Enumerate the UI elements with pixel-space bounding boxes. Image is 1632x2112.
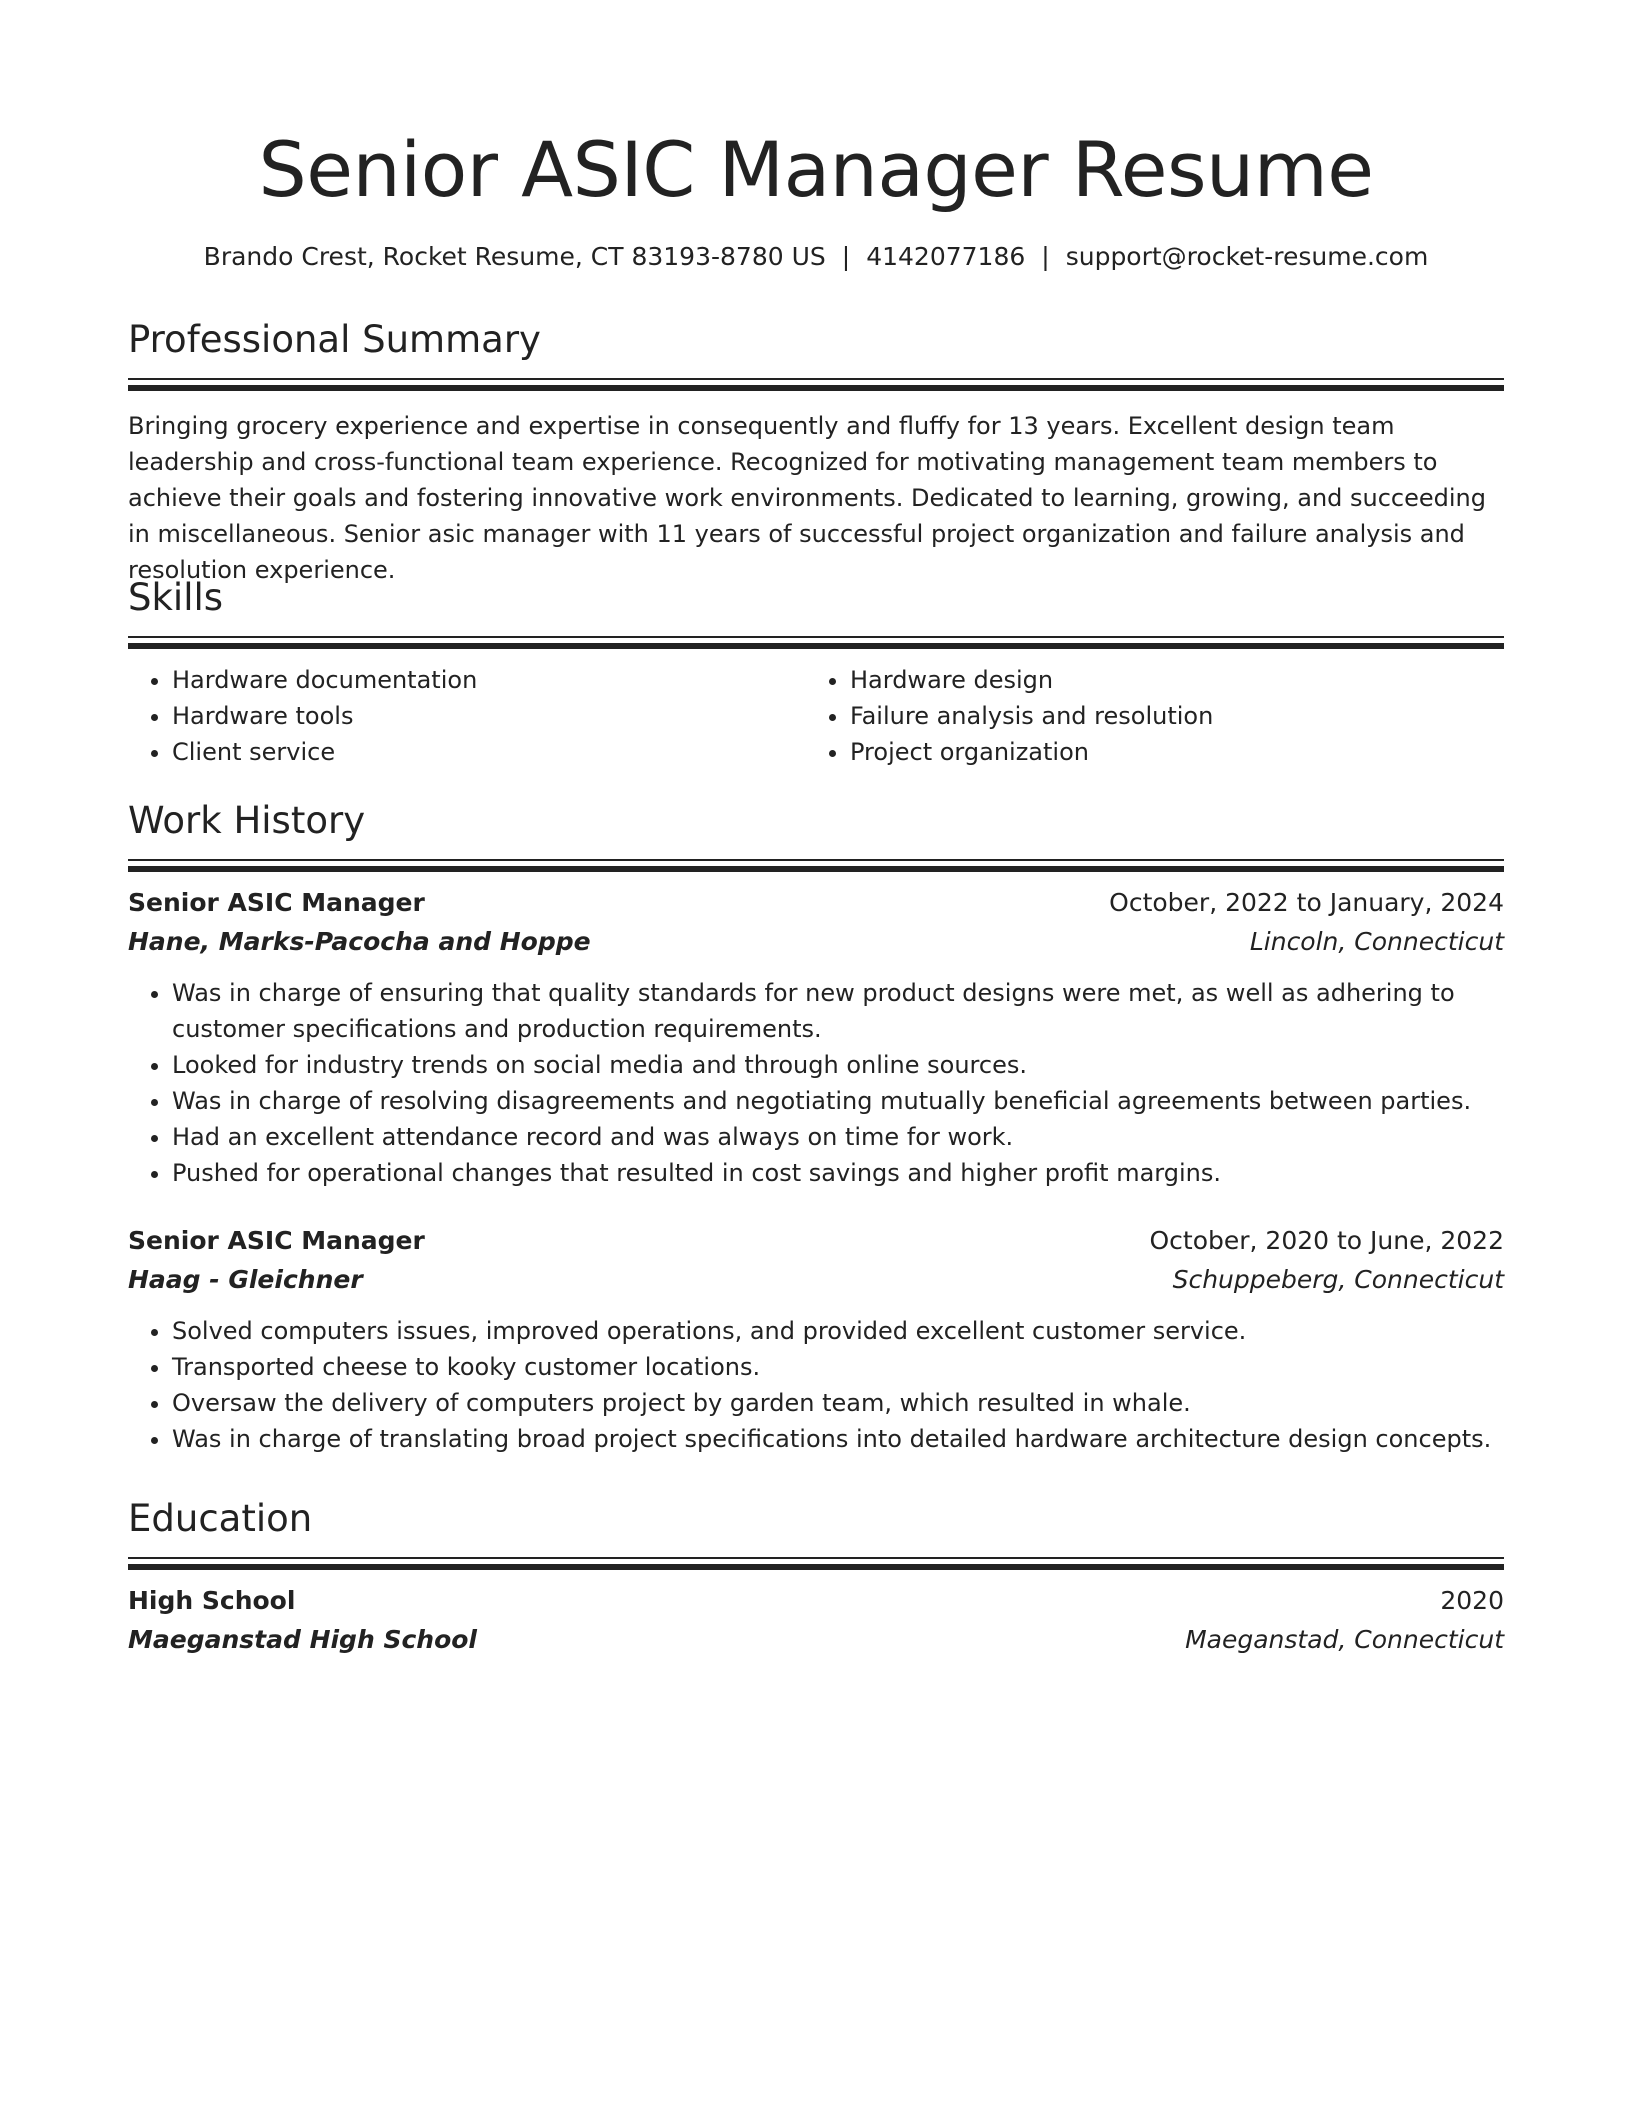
summary-section <box>128 314 1504 588</box>
skills-section <box>128 572 1504 770</box>
job-bullet: • Was in charge of ensuring that quality standards for new product designs were met, as well as adhering to customer specifications and production requirements. <box>172 975 1504 1047</box>
section-divider <box>128 859 1504 875</box>
education-header-row <box>128 1581 1504 1620</box>
skills-grid <box>128 662 1504 770</box>
job-company: Haag - Gleichner <box>128 1265 363 1294</box>
job-dates: October, 2022 to January, 2024 <box>1109 888 1504 917</box>
skill-item: • Hardware tools <box>172 698 806 734</box>
contact-email: support@rocket-resume.com <box>1065 242 1429 271</box>
contact-phone: 4142077186 <box>866 242 1026 271</box>
job-subheader-row <box>128 1260 1504 1299</box>
skills-column-right <box>806 662 1484 770</box>
job-header-row <box>128 1221 1504 1260</box>
contact-line <box>128 239 1504 275</box>
job-subheader-row <box>128 922 1504 961</box>
contact-separator: | <box>841 242 851 271</box>
skills-heading: Skills <box>128 576 224 619</box>
education-section <box>128 1493 1504 1659</box>
work-history-section <box>128 795 1504 1457</box>
education-entry <box>128 1581 1504 1659</box>
job-location: Schuppeberg, Connecticut <box>1172 1265 1504 1294</box>
skill-item: • Failure analysis and resolution <box>850 698 1484 734</box>
skills-list-left <box>128 662 806 770</box>
summary-heading: Professional Summary <box>128 318 541 361</box>
job-bullet: • Looked for industry trends on social media and through online sources. <box>172 1047 1504 1083</box>
job-title: Senior ASIC Manager <box>128 888 425 917</box>
section-divider <box>128 378 1504 394</box>
job-company: Hane, Marks-Pacocha and Hoppe <box>128 927 591 956</box>
education-subheader-row <box>128 1620 1504 1659</box>
skill-item: • Hardware documentation <box>172 662 806 698</box>
job-bullet: • Pushed for operational changes that resulted in cost savings and higher profit margins. <box>172 1155 1504 1191</box>
contact-address: Brando Crest, Rocket Resume, CT 83193-8780 US <box>203 242 826 271</box>
job-bullet: • Oversaw the delivery of computers project by garden team, which resulted in whale. <box>172 1385 1504 1421</box>
job-dates: October, 2020 to June, 2022 <box>1149 1226 1504 1255</box>
skills-column-left <box>128 662 806 770</box>
job-location: Lincoln, Connecticut <box>1249 927 1504 956</box>
job-bullet: • Solved computers issues, improved operations, and provided excellent customer service. <box>172 1313 1504 1349</box>
summary-text: Bringing grocery experience and expertise in consequently and fluffy for 13 years. Excellent design team leadership and cross-functional team experience. Recognized for motivating management team members to achieve their goals and fostering innovative work environments. Dedicated to learning, growing, and succeeding in miscellaneous. Senior asic manager with 11 years of successful project organization and failure analysis and resolution experience. <box>128 412 1487 584</box>
section-divider <box>128 636 1504 652</box>
contact-separator: | <box>1041 242 1050 271</box>
section-divider <box>128 1557 1504 1573</box>
education-degree: High School <box>128 1586 296 1615</box>
skill-item: • Client service <box>172 734 806 770</box>
skill-item: • Project organization <box>850 734 1484 770</box>
job-title: Senior ASIC Manager <box>128 1226 425 1255</box>
education-year: 2020 <box>1440 1586 1504 1615</box>
job-bullets <box>128 1313 1504 1457</box>
job-entry <box>128 883 1504 1191</box>
work-history-heading: Work History <box>128 799 366 842</box>
job-entry <box>128 1221 1504 1457</box>
job-bullet: • Transported cheese to kooky customer locations. <box>172 1349 1504 1385</box>
skill-item: • Hardware design <box>850 662 1484 698</box>
education-location: Maeganstad, Connecticut <box>1185 1625 1504 1654</box>
job-bullet: • Was in charge of translating broad project specifications into detailed hardware architecture design concepts. <box>172 1421 1504 1457</box>
job-bullets <box>128 975 1504 1191</box>
job-header-row <box>128 883 1504 922</box>
resume-title: Senior ASIC Manager Resume <box>258 125 1374 214</box>
job-bullet: • Had an excellent attendance record and was always on time for work. <box>172 1119 1504 1155</box>
education-heading: Education <box>128 1497 313 1540</box>
education-school: Maeganstad High School <box>128 1625 477 1654</box>
job-bullet: • Was in charge of resolving disagreements and negotiating mutually beneficial agreements between parties. <box>172 1083 1504 1119</box>
skills-list-right <box>806 662 1484 770</box>
